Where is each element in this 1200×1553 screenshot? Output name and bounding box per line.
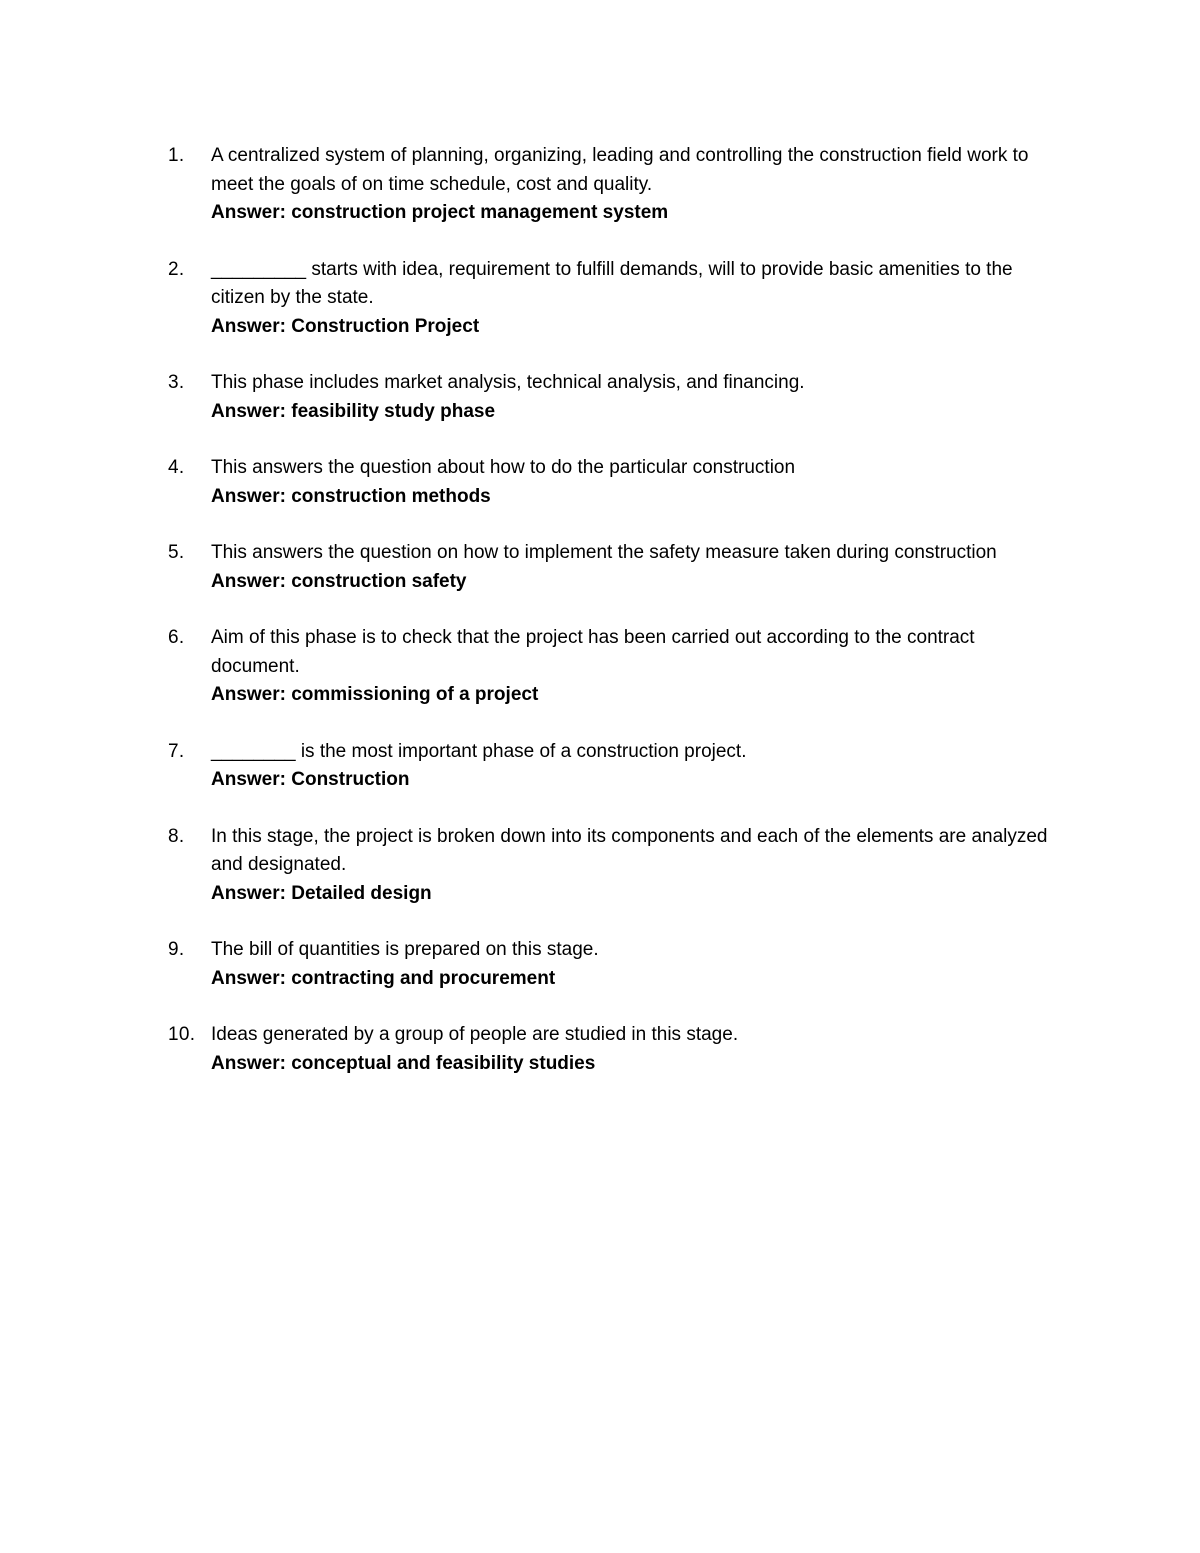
question-item-1 <box>168 142 1068 228</box>
question-body <box>211 738 1068 795</box>
question-item-5 <box>168 539 1068 596</box>
answer-text: Answer: Detailed design <box>211 882 432 904</box>
question-item-7 <box>168 738 1068 795</box>
question-number: 7. <box>168 740 185 762</box>
question-body <box>211 454 1068 511</box>
answer-text: Answer: feasibility study phase <box>211 400 496 422</box>
question-body <box>211 936 1068 993</box>
question-text: The bill of quantities is prepared on this stage. <box>211 939 599 960</box>
question-number: 2. <box>168 258 185 280</box>
question-number: 9. <box>168 939 185 960</box>
question-body <box>211 256 1068 342</box>
question-text: In this stage, the project is broken down into its components and each of the elements are analyzed and designated. <box>211 825 1048 875</box>
question-text: Ideas generated by a group of people are studied in this stage. <box>211 1024 739 1045</box>
question-text: This answers the question about how to do the particular construction <box>211 457 796 478</box>
question-text: This phase includes market analysis, technical analysis, and financing. <box>211 372 805 393</box>
question-text: A centralized system of planning, organizing, leading and controlling the construction field work to meet the goals of on time schedule, cost and quality. <box>211 145 1029 195</box>
question-item-4 <box>168 454 1068 511</box>
answer-text: Answer: Construction Project <box>211 315 480 337</box>
question-body <box>211 823 1068 909</box>
answer-text: Answer: conceptual and feasibility studies <box>211 1052 596 1074</box>
answer-text: Answer: construction project management system <box>211 202 669 223</box>
question-item-8 <box>168 823 1068 909</box>
question-number: 5. <box>168 542 185 563</box>
question-list <box>168 142 1068 1106</box>
question-body <box>211 369 1068 426</box>
question-item-2 <box>168 256 1068 342</box>
answer-text: Answer: contracting and procurement <box>211 967 556 989</box>
question-body <box>211 1021 1068 1078</box>
question-number: 4. <box>168 457 185 478</box>
question-number: 10. <box>168 1024 196 1045</box>
question-body <box>211 539 1068 596</box>
question-item-9 <box>168 936 1068 993</box>
question-item-10 <box>168 1021 1068 1078</box>
question-text: Aim of this phase is to check that the project has been carried out according to the contract document. <box>211 627 975 677</box>
question-number: 8. <box>168 825 185 847</box>
question-text: _________ starts with idea, requirement to fulfill demands, will to provide basic amenities to the citizen by the state. <box>211 258 1013 308</box>
question-number: 6. <box>168 627 185 648</box>
question-item-6 <box>168 624 1068 710</box>
question-text: This answers the question on how to implement the safety measure taken during construction <box>211 542 997 563</box>
question-text: ________ is the most important phase of a construction project. <box>211 740 747 762</box>
question-number: 1. <box>168 145 185 166</box>
question-number: 3. <box>168 372 185 393</box>
answer-text: Answer: commissioning of a project <box>211 684 539 705</box>
question-item-3 <box>168 369 1068 426</box>
question-body <box>211 142 1068 228</box>
answer-text: Answer: Construction <box>211 769 410 790</box>
answer-text: Answer: construction methods <box>211 485 491 507</box>
question-body <box>211 624 1068 710</box>
answer-text: Answer: construction safety <box>211 570 467 592</box>
